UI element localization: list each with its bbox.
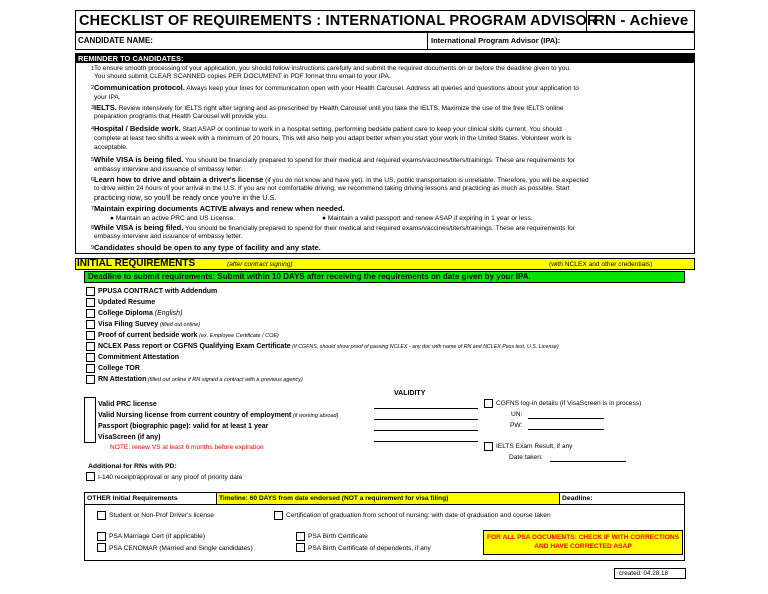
reminder-item: While VISA is being filed. You should be financially prepared to spend for their medical and required exams/vaccines/titers/trainings. These are requirements for (94, 155, 576, 164)
checklist-item: College Diploma (English) (98, 310, 183, 317)
pd-heading: Additional for RNs with PD: (88, 463, 177, 470)
checklist-item: Updated Resume (98, 299, 156, 306)
checklist-item: PPUSA CONTRACT with Addendum (98, 288, 218, 295)
reminder-item-cont: complete at least two shifts a week with a minimum of 20 hours. This will also help you adapt better when you start your work in the United States. Volunteer work is (94, 135, 572, 142)
other-item: PSA Marriage Cert (if applicable) (109, 533, 206, 540)
initial-note: (after contract signing) (227, 261, 293, 268)
initial-note-right: (with NCLEX and other credentials) (549, 261, 653, 268)
checklist-item: Visa Filing Survey (filled out online) (98, 321, 201, 328)
checkbox[interactable] (274, 511, 283, 520)
date-taken-label: Date taken: (509, 454, 543, 461)
pw-label: PW: (510, 422, 523, 429)
visascreen-note: NOTE: renew VS at least 6 months before expiration (110, 444, 264, 451)
other-item: Student or Non-Prof Driver's license (109, 512, 214, 519)
other-item: PSA CENOMAR (Married and Single candidates) (109, 545, 253, 552)
un-field[interactable] (528, 418, 604, 419)
validity-item: Valid PRC license (98, 401, 157, 408)
reminder-num: 5 (90, 157, 94, 163)
reminder-num: 8 (90, 225, 94, 231)
psa-warning: FOR ALL PSA DOCUMENTS: CHECK IF WITH CORRECTIONS AND HAVE CORRECTED ASAP (486, 534, 680, 550)
reminder-item: Candidates should be open to any type of facility and any state. (94, 243, 321, 252)
validity-item: Passport (biographic page): valid for at least 1 year (98, 423, 269, 430)
checkbox[interactable] (86, 364, 95, 373)
checklist-item: NCLEX Pass report or CGFNS Qualifying Exam Certificate (If CGFNS, should show proof of passing NCLEX - any doc with name of RN and NCLEX Pass text, U.S. License) (98, 343, 559, 350)
brand-label: RN - Achieve (594, 12, 689, 29)
validity-field[interactable] (374, 419, 478, 420)
checkbox[interactable] (86, 353, 95, 362)
checkbox[interactable] (97, 543, 106, 552)
reminder-item: Maintain expiring documents ACTIVE always and renew when needed. (94, 204, 345, 213)
reminder-item-cont: embassy interview and issuance of embassy letter. (94, 166, 243, 173)
reminder-num: 7 (90, 206, 94, 212)
other-item: PSA Birth Certificate (308, 533, 368, 540)
other-divider (216, 492, 217, 505)
validity-item: VisaScreen (if any) (98, 434, 161, 441)
reminder-num: 4 (90, 126, 94, 132)
initial-heading: INITIAL REQUIREMENTS (77, 258, 196, 269)
reminder-item-cont: your IPA. (94, 94, 121, 101)
ipa-field[interactable] (588, 33, 692, 49)
validity-item: Valid Nursing license from current country of employment (if working abroad) (98, 412, 339, 419)
checkbox[interactable] (86, 342, 95, 351)
reminder-item: Learn how to drive and obtain a driver's license (if you do not know and have yet). In the US, public transportation is unreliable. Therefore, you will be expected (94, 175, 589, 184)
reminder-item: To ensure smooth processing of your application, you should follow instructions carefully and submit the required documents on or before the deadline given to you. (94, 65, 571, 72)
checkbox[interactable] (86, 320, 95, 329)
checkbox[interactable] (97, 511, 106, 520)
checklist-item: College TOR (98, 365, 140, 372)
reminder-num: 1 (90, 66, 94, 72)
checkbox[interactable] (86, 287, 95, 296)
reminder-bullet: ● Maintain a valid passport and renew ASAP if expiring in 1 year or less. (322, 215, 533, 222)
validity-label: VALIDITY (394, 390, 426, 397)
other-divider (559, 492, 560, 505)
candidate-divider (427, 32, 428, 50)
cgfns-checkbox[interactable] (484, 399, 493, 408)
reminder-item: Communication protocol. Always keep your lines for communication open with your Health Carousel. Address all queries and questions about your application to (94, 83, 579, 92)
checklist-item: Proof of current bedside work (ex. Employee Certificate / COE) (98, 332, 279, 339)
reminder-item: IELTS. Review intensively for IELTS right after signing and as prescribed by Health Carousel until you take the IELTS. Maximize the use of the free IELTS online (94, 103, 564, 112)
other-heading: OTHER Initial Requirements (87, 495, 178, 502)
date-taken-field[interactable] (550, 461, 626, 462)
reminder-item: Hospital / Bedside work. Start ASAP or continue to work in a hospital setting, performing bedside patient care to keep your clinical skills current. You should (94, 124, 562, 133)
ipa-label: International Program Advisor (IPA): (431, 36, 561, 45)
checklist-item: RN Attestation (filled out online if RN signed a contract with a previous agency) (98, 376, 303, 383)
checkbox[interactable] (86, 298, 95, 307)
ielts-label: IELTS Exam Result, if any (496, 443, 573, 450)
reminder-bullet: ● Maintain an active PRC and US License. (110, 215, 235, 222)
other-item: PSA Birth Certificate of dependents, if any (308, 545, 431, 552)
un-label: UN: (511, 411, 523, 418)
other-deadline-label: Deadline: (562, 495, 593, 502)
checkbox[interactable] (296, 543, 305, 552)
cgfns-label: CGFNS log-in details (if VisaScreen is in process) (496, 400, 642, 407)
validity-field[interactable] (374, 408, 478, 409)
pw-field[interactable] (528, 429, 604, 430)
checkbox[interactable] (97, 532, 106, 541)
reminder-item: While VISA is being filed. You should be financially prepared to spend for their medical and required exams/vaccines/titers/trainings. These are requirements for (94, 223, 576, 232)
candidate-name-field[interactable] (160, 33, 424, 49)
reminder-num: 3 (90, 105, 94, 111)
footer-created: created: 04.28.18 (619, 570, 669, 577)
pd-checkbox[interactable] (86, 472, 95, 481)
other-item: Certification of graduation from school of nursing: with date of graduation and course taken (286, 512, 551, 519)
checklist-item: Commitment Attestation (98, 354, 180, 361)
reminder-item-cont: to drive within 24 hours of your arrival in the U.S. If you are not comfortable driving, we recommend taking driving lessons and practicing as much as possible. Start (94, 185, 570, 192)
validity-field[interactable] (374, 441, 478, 442)
validity-field[interactable] (374, 430, 478, 431)
checkbox[interactable] (296, 532, 305, 541)
deadline-text: Deadline to submit requirements: Submit within 10 DAYS after receiving the requirements on date given by your IPA. (88, 272, 531, 281)
ielts-checkbox[interactable] (484, 442, 493, 451)
reminder-num: 9 (90, 245, 94, 251)
candidate-name-label: CANDIDATE NAME: (78, 36, 153, 45)
validity-box-left (84, 397, 96, 443)
checkbox[interactable] (86, 309, 95, 318)
reminder-num: 6 (90, 177, 94, 183)
checkbox[interactable] (86, 375, 95, 384)
other-timeline: Timeline: 60 DAYS from date endorsed (NOT a requirement for visa filing) (219, 495, 449, 502)
reminder-item-cont: practicing now, so you'll be ready once you're in the U.S. (94, 193, 277, 202)
reminder-item-cont: preparation programs that Health Carousel will provide you. (94, 113, 268, 120)
checkbox[interactable] (86, 331, 95, 340)
reminder-item-cont: You should submit CLEAR SCANNED copies PER DOCUMENT in PDF format thru email to your IPA. (94, 73, 391, 80)
reminder-heading: REMINDER TO CANDIDATES: (78, 54, 184, 63)
page-title: CHECKLIST OF REQUIREMENTS : INTERNATIONAL PROGRAM ADVISOR (79, 13, 598, 29)
reminder-num: 2 (90, 85, 94, 91)
reminder-item-cont: acceptable. (94, 144, 128, 151)
reminder-item-cont: embassy interview and issuance of embassy letter. (94, 233, 243, 240)
pd-item: I-140 receipt/approval or any proof of priority date (98, 474, 243, 481)
